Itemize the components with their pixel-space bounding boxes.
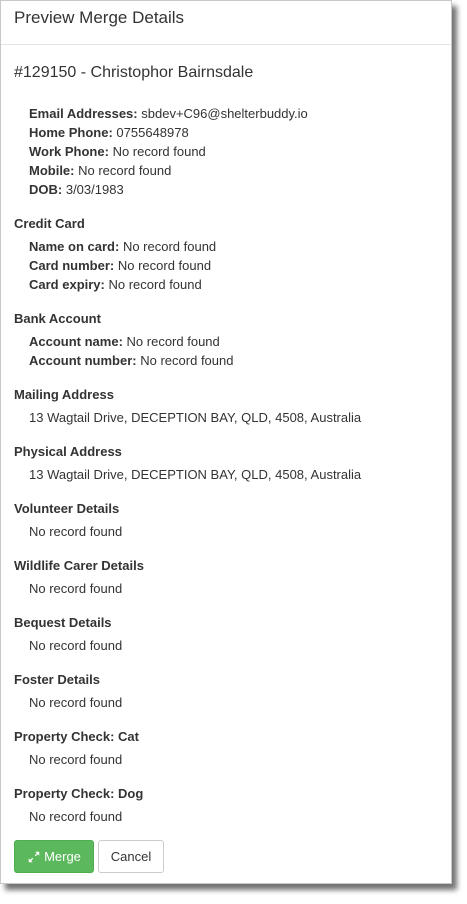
- property-dog-heading: Property Check: Dog: [14, 786, 144, 801]
- foster-value: No record found: [29, 695, 123, 710]
- card-number-label: Card number:: [29, 258, 115, 273]
- mailing-address-value: 13 Wagtail Drive, DECEPTION BAY, QLD, 4508, Australia: [29, 410, 362, 425]
- card-name-value: No record found: [122, 239, 217, 254]
- dob-value: 3/03/1983: [65, 182, 124, 197]
- modal-header: [1, 1, 451, 45]
- mobile-value: No record found: [78, 163, 172, 178]
- account-number-value: No record found: [140, 353, 234, 368]
- record-title: #129150 - Christophor Bairnsdale: [14, 64, 254, 81]
- card-number-row: [29, 256, 211, 275]
- card-expiry-label: Card expiry:: [29, 277, 105, 292]
- home-phone-row: [29, 123, 189, 142]
- account-name-value: No record found: [126, 334, 220, 349]
- physical-address-value: 13 Wagtail Drive, DECEPTION BAY, QLD, 4508, Australia: [29, 467, 362, 482]
- mobile-row: [29, 161, 171, 180]
- dob-row: [29, 180, 124, 199]
- email-label: Email Addresses:: [29, 106, 138, 121]
- bequest-heading: Bequest Details: [14, 615, 112, 630]
- card-expiry-row: [29, 275, 202, 294]
- home-phone-label: Home Phone:: [29, 125, 113, 140]
- wildlife-heading: Wildlife Carer Details: [14, 558, 144, 573]
- modal-title: Preview Merge Details: [14, 8, 185, 27]
- volunteer-value: No record found: [29, 524, 123, 539]
- card-expiry-value: No record found: [108, 277, 202, 292]
- account-name-label: Account name:: [29, 334, 123, 349]
- credit-card-heading: Credit Card: [14, 216, 85, 231]
- account-name-row: [29, 332, 220, 351]
- account-number-row: [29, 351, 233, 370]
- mailing-address-heading: Mailing Address: [14, 387, 114, 402]
- cancel-button[interactable]: Cancel: [98, 840, 164, 873]
- physical-address-heading: Physical Address: [14, 444, 122, 459]
- card-name-label: Name on card:: [29, 239, 120, 254]
- work-phone-value: No record found: [112, 144, 206, 159]
- property-cat-value: No record found: [29, 752, 123, 767]
- home-phone-value: 0755648978: [116, 125, 189, 140]
- email-value: sbdev+C96@shelterbuddy.io: [141, 106, 308, 121]
- mobile-label: Mobile:: [29, 163, 75, 178]
- merge-button[interactable]: [14, 840, 94, 873]
- email-row: [29, 104, 308, 123]
- card-number-value: No record found: [117, 258, 212, 273]
- wildlife-value: No record found: [29, 581, 123, 596]
- dob-label: DOB:: [29, 182, 63, 197]
- bank-account-heading: Bank Account: [14, 311, 101, 326]
- bequest-value: No record found: [29, 638, 123, 653]
- work-phone-row: [29, 142, 206, 161]
- volunteer-heading: Volunteer Details: [14, 501, 120, 516]
- account-number-label: Account number:: [29, 353, 137, 368]
- property-dog-value: No record found: [29, 809, 123, 824]
- merge-button-label: Merge: [44, 849, 81, 864]
- property-cat-heading: Property Check: Cat: [14, 729, 139, 744]
- card-name-row: [29, 237, 216, 256]
- foster-heading: Foster Details: [14, 672, 100, 687]
- merge-arrows-icon: [27, 850, 41, 864]
- work-phone-label: Work Phone:: [29, 144, 109, 159]
